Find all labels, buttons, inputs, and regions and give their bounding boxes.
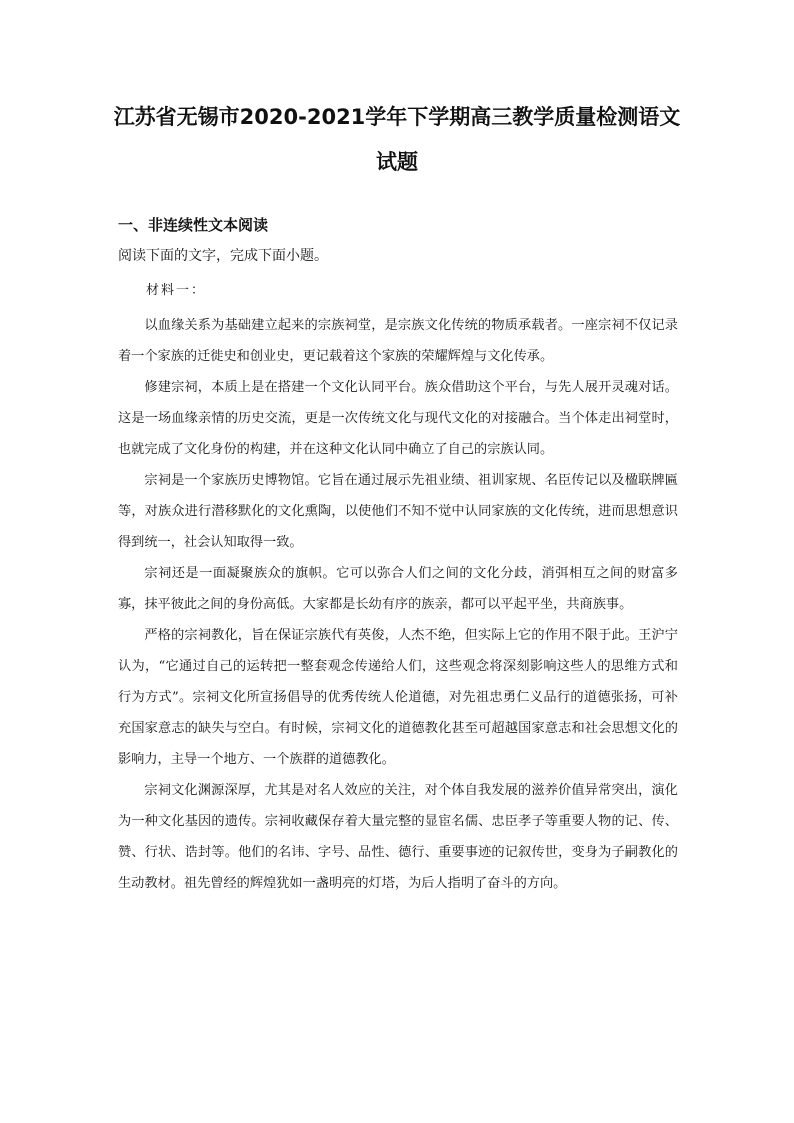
document-title: 江苏省无锡市2020-2021学年下学期高三教学质量检测语文 — [113, 105, 681, 129]
paragraph: 以血缘关系为基础建立起来的宗族祠堂，是宗族文化传统的物质承载者。一座宗祠不仅记录着一个家族的迁徙史和创业史，更记载着这个家族的荣耀辉煌与文化传承。 — [118, 318, 678, 364]
reading-instruction: 阅读下面的文字，完成下面小题。 — [118, 248, 328, 264]
paragraph: 宗祠还是一面凝聚族众的旗帜。它可以弥合人们之间的文化分歧，消弭相互之间的财富多寡，抹平彼此之间的身份高低。大家都是长幼有序的族亲，都可以平起平坐，共商族事。 — [118, 566, 678, 612]
paragraph: 宗祠文化渊源深厚，尤其是对名人效应的关注，对个体自我发展的滋养价值异常突出，演化为一种文化基因的遗传。宗祠收藏保存着大量完整的显宦名儒、忠臣孝子等重要人物的记、传、赞、行状、诰封等。他们的名讳、字号、品性、德行、重要事迹的记叙传世，变身为子嗣教化的生动教材。祖先曾经的辉煌犹如一盏明亮的灯塔，为后人指明了奋斗的方向。 — [118, 783, 678, 891]
document-title-continued: 试题 — [376, 150, 418, 174]
material-body — [118, 310, 678, 899]
section-heading: 一、非连续性文本阅读 — [118, 216, 269, 234]
paragraph: 严格的宗祠教化，旨在保证宗族代有英俊，人杰不绝，但实际上它的作用不限于此。王沪宁认为，“它通过自己的运转把一整套观念传递给人们，这些观念将深刻影响这些人的思维方式和行为方式”。宗祠文化所宣扬倡导的优秀传统人伦道德，对先祖忠勇仁义品行的道德张扬，可补充国家意志的缺失与空白。有时候，宗祠文化的道德教化甚至可超越国家意志和社会思想文化的影响力，主导一个地方、一个族群的道德教化。 — [118, 628, 678, 767]
paragraph: 修建宗祠，本质上是在搭建一个文化认同平台。族众借助这个平台，与先人展开灵魂对话。这是一场血缘亲情的历史交流，更是一次传统文化与现代文化的对接融合。当个体走出祠堂时，也就完成了文化身份的构建，并在这种文化认同中确立了自己的宗族认同。 — [118, 380, 678, 457]
material-label: 材料一： — [146, 283, 207, 298]
paragraph: 宗祠是一个家族历史博物馆。它旨在通过展示先祖业绩、祖训家规、名臣传记以及楹联牌匾等，对族众进行潜移默化的文化熏陶，以使他们不知不觉中认同家族的文化传统，进而思想意识得到统一，社会认知取得一致。 — [118, 473, 678, 550]
